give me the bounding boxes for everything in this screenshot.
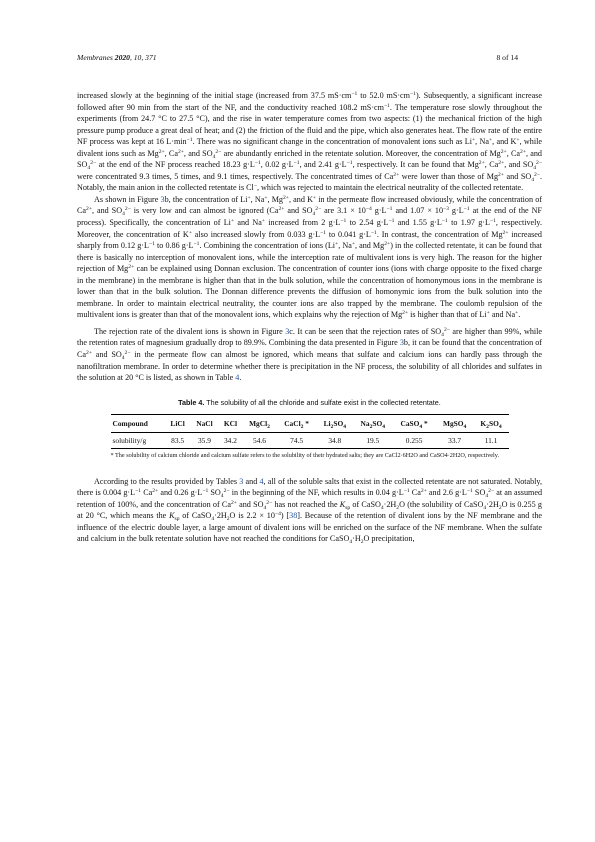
table-cell: 74.5 (290, 435, 304, 445)
table-footnote: * The solubility of calcium chloride and calcium sulfate refers to the solubility of their hydrated salts; they are CaCl2·6H2O and CaSO4·2H2O, respectively. (110, 452, 500, 460)
table-header-cell: NaCl (196, 419, 213, 429)
paragraph: According to the results provided by Tables 3 and 4, all of the soluble salts that exist in the collected retentate are not saturated. Notably, there is 0.004 $g\cdot L^{-1}$ $Ca^{2+}$ and 0.26 $g\cdot L^{-1}$ $SO_4^{2-}$ in the beginning of the NF, which results in 0.04 $g\cdot L^{-1}$ $Ca^{2+}$ and 2.6 $g\cdot L^{-1}$ $SO_4^{2-}$ at an assumed retention of 100%, and the concentration of $Ca^{2+}$ and $SO_4^{2-}$ has not reached the $K_{sp}$ of $CaSO_4\cdot 2H_2O$ (the solubility of $CaSO_4\cdot 2H_2O$ is 0.255 g at 20 °C, which means the $K_{sp}$ of $CaSO_4\cdot 2H_2O$ is $2.2 \times 10^{-4}$) [38]. Because of the retention of divalent ions by the NF membrane and the influence of the electric double layer, a large amount of divalent ions will be enriched on the surface of the NF membrane. When the sulfate and calcium in the bulk retentate solution have not reached the conditions for $CaSO_4\cdot H_2O$ precipitation, (77, 476, 543, 546)
table-cell: 11.1 (484, 435, 498, 445)
solubility-table (111, 414, 509, 449)
table-caption: Table 4. The solubility of all the chloride and sulfate exist in the collected retentate. (178, 397, 441, 407)
table-cell: solubility/g (112, 435, 147, 445)
table-row (111, 432, 509, 449)
table-cell: 83.5 (171, 435, 185, 445)
table-link[interactable]: 4 (259, 476, 264, 486)
paragraph: The rejection rate of the divalent ions is shown in Figure 3c. It can be seen that the rejection rates of $SO_4^{2-}$ are higher than 99%, while the retention rates of magnesium gradually drop to 89.9%. Combining the data presented in Figure 3b, it can be found that the concentration of $Ca^{2+}$ and $SO_4^{2-}$ in the permeate flow can almost be ignored, which means that sulfate and calcium ions can hardly pass through the nanofiltration membrane. In order to determine whether there is precipitation in the NF process, the solubility of all chlorides and sulfates in the solution at 20 °C is listed, as shown in Table 4. (77, 326, 543, 383)
table-header-cell: $Na_2SO_4$ (360, 419, 386, 431)
table-header-cell: MgSO$_4$ (442, 419, 467, 431)
paragraph: As shown in Figure 3b, the concentration of Li+, Na+, $Mg^{2+}$, and K+ in the permeate flow increased obviously, while the concentration of $Ca^{2+}$, and $SO_4^{2-}$ is very low and can almost be ignored ($Ca^{2+}$ and $SO_4^{2-}$ are $3.1 \times 10^{-4}$ $g\cdot L^{-1}$ and $1.07 \times 10^{-3}$ $g\cdot L^{-1}$ at the end of the NF process). Specifically, the concentration of Li+ and Na+ increased from 2 $g\cdot L^{-1}$ to 2.54 $g\cdot L^{-1}$ and 1.55 $g\cdot L^{-1}$ to 1.97 $g\cdot L^{-1}$, respectively. Moreover, the concentration of K+ also increased slowly from 0.033 $g\cdot L^{-1}$ to 0.041 $g\cdot L^{-1}$. In contrast, the concentration of $Mg^{2+}$ increased sharply from 0.12 $g\cdot L^{-1}$ to 0.86 $g\cdot L^{-1}$. Combining the concentration of ions (Li+, Na+, and $Mg^{2+}$) in the collected retentate, it can be found that there is basically no interception of monovalent ions, while the interception rate of multivalent ions is very high. The reason for the higher rejection of $Mg^{2+}$ can be explained using Donnan exclusion. The concentration of counter ions (ions with charge opposite to the fixed charge in the membrane) in the membrane is higher than that in the bulk solution, while the concentration of homonymous ions in the membrane is lower than that in the bulk solution. The Donnan difference prevents the diffusion of homonymic ions from the bulk solution into the membrane. In order to maintain electrical neutrality, the counter ions are also trapped by the membrane. The coulomb repulsion of the multivalent ions is greater than that of the monovalent ions, which explains why the rejection of $Mg^{2+}$ is higher than that of Li+ and Na+. (77, 194, 543, 320)
table-cell: 35.9 (197, 435, 211, 445)
table-header-cell: MgCl$_2$ (249, 419, 270, 431)
table-header-cell: LiCl (170, 419, 185, 429)
article-body (77, 90, 542, 545)
page-number: 8 of 14 (496, 53, 518, 62)
table-header-cell: $Li_2SO_4$ (323, 419, 346, 431)
table-header-cell: KCl (223, 419, 238, 429)
table-header-cell: CaCl$_2$ * (284, 419, 309, 431)
table-cell: 33.7 (448, 435, 462, 445)
figure-link[interactable]: 3 (285, 326, 290, 336)
table-link[interactable]: 3 (239, 476, 244, 486)
citation-link[interactable]: 38 (289, 511, 298, 521)
table-cell: 0.255 (405, 435, 423, 445)
journal-citation: Membranes 2020, 10, 371 (77, 53, 157, 62)
table-cell: 34.8 (328, 435, 342, 445)
paragraph: increased slowly at the beginning of the initial stage (increased from 37.5 $mS\cdot cm^{-1}$ to 52.0 $mS\cdot cm^{-1}$). Subsequently, a significant increase followed after 90 min from the start of the NF, and the conductivity reached 108.2 $mS\cdot cm^{-1}$. The temperature rose slowly throughout the experiments (from 24.7 °C to 27.5 °C), and the rise in water temperature comes from two aspects: (1) the mechanical friction of the high pressure pump produce a great deal of heat; and (2) the friction of the fluid and the pipe, which also generates heat. The flow rate of the entire NF process was kept at 16 $L\cdot\min^{-1}$. There was no significant change in the concentration of monovalent ions such as Li+, Na+, and K+, while divalent ions such as $Mg^{2+}$, $Ca^{2+}$, and $SO_4^{2-}$ are abundantly enriched in the retentate solution. Moreover, the concentration of $Mg^{2+}$, $Ca^{2+}$, and $SO_4^{2-}$ at the end of the NF process reached 18.23 $g\cdot L^{-1}$, 0.02 $g\cdot L^{-1}$, and 2.41 $g\cdot L^{-1}$, respectively. It can be found that $Mg^{2+}$, $Ca^{2+}$, and $SO_4^{2-}$ were concentrated 9.3 times, 5 times, and 9.1 times, respectively. The concentrated times of $Ca^{2+}$ were lower than those of $Mg^{2+}$ and $SO_4^{2-}$. Notably, the main anion in the collected retentate is Cl−, which was rejected to maintain the electrical neutrality of the collected retentate. (77, 91, 543, 193)
table-header-cell: CaSO$_4$ * (400, 419, 428, 431)
figure-link[interactable]: 3 (399, 338, 404, 348)
figure-link[interactable]: 3 (160, 194, 165, 204)
table-cell: 54.6 (253, 435, 266, 445)
table-header-cell: Compound (112, 419, 148, 429)
table-cell: 19.5 (366, 435, 380, 445)
table-header-row (111, 415, 509, 433)
table-link[interactable]: 4 (235, 373, 240, 383)
table-cell: 34.2 (223, 435, 237, 445)
running-header (77, 53, 518, 62)
table-header-cell: $K_2SO_4$ (480, 419, 502, 431)
